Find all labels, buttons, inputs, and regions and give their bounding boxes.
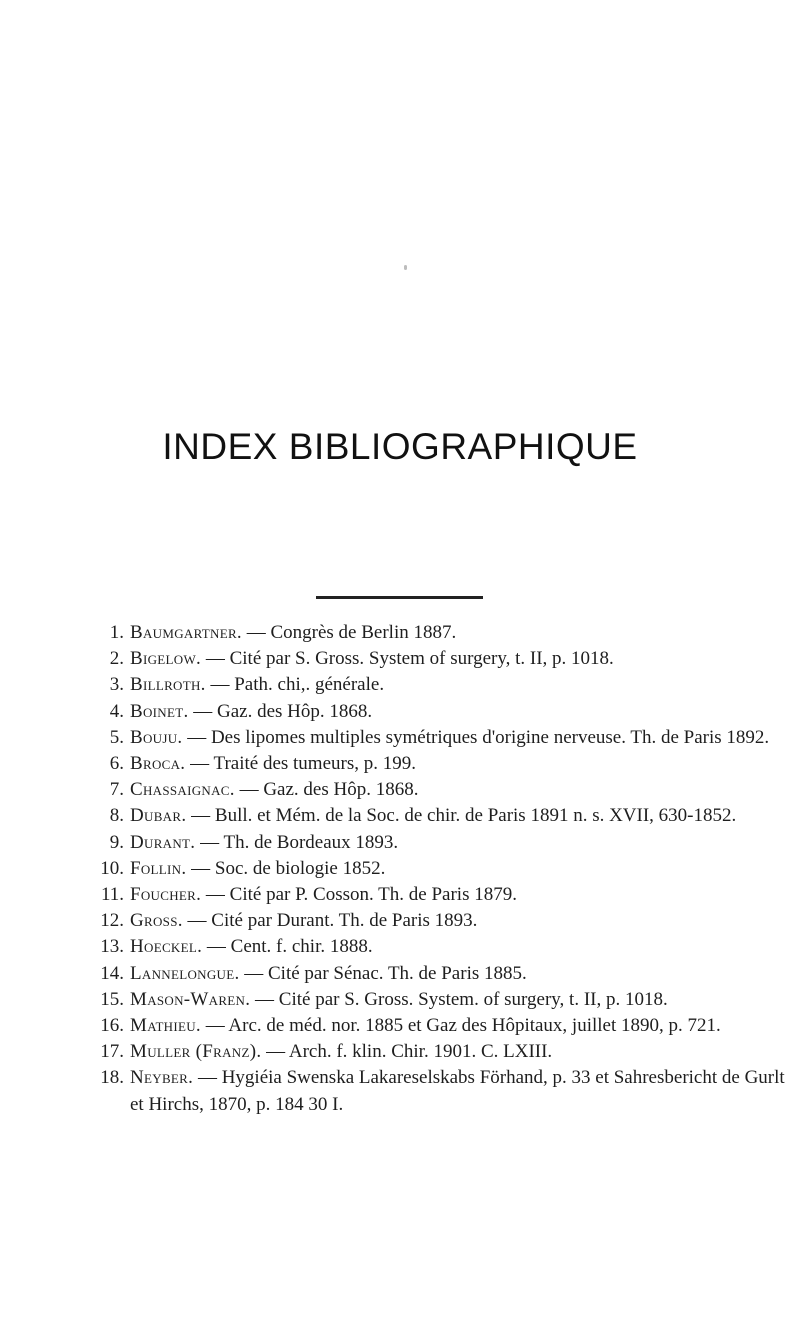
bibliography-list [90, 620, 790, 1118]
entry-author: Dubar. [130, 805, 187, 827]
bibliography-entry [90, 725, 790, 751]
entry-number: 13. [100, 936, 124, 958]
entry-number: 15. [100, 988, 124, 1010]
bibliography-entry [90, 856, 790, 882]
entry-text: — Gaz. des Hôp. 1868. [188, 700, 373, 722]
entry-number: 7. [109, 779, 124, 801]
entry-number: 1. [109, 622, 124, 643]
entry-author: Durant. [130, 831, 196, 853]
entry-number: 17. [100, 1041, 124, 1063]
entry-author: Foucher. [130, 884, 202, 906]
bibliography-entry [90, 777, 790, 803]
entry-number: 8. [109, 805, 124, 827]
entry-text: — Cité par Durant. Th. de Paris 1893. [182, 910, 478, 932]
entry-author: Neyber. [130, 1067, 194, 1089]
entry-number: 11. [100, 884, 124, 906]
ink-speck [404, 265, 407, 270]
bibliography-entry [90, 1013, 790, 1039]
entry-text: — Path. chi,. générale. [205, 674, 385, 696]
entry-text: — Des lipomes multiples symétriques d'origine nerveuse. Th. de Paris 1892. [182, 726, 770, 748]
bibliography-entry [90, 620, 790, 646]
entry-text: — Hygiéia Swenska Lakareselskabs Förhand, p. 33 et Sahresbericht de Gurlt et Hirchs, 1870, p. 184 30 I. [130, 1067, 785, 1115]
entry-number: 9. [109, 831, 124, 853]
entry-text: — Cité par S. Gross. System of surgery, t. II, p. 1018. [201, 648, 614, 670]
entry-text: — Traité des tumeurs, p. 199. [185, 753, 416, 775]
bibliography-entry [90, 751, 790, 777]
bibliography-entry [90, 1039, 790, 1065]
entry-text: — Cent. f. chir. 1888. [202, 936, 373, 958]
entry-number: 5. [109, 726, 124, 748]
entry-author: Lannelongue. [130, 962, 240, 984]
bibliography-entry [90, 987, 790, 1013]
entry-text: — Arch. f. klin. Chir. 1901. C. LXIII. [261, 1041, 553, 1063]
entry-number: 10. [100, 857, 124, 879]
bibliography-entry [90, 646, 790, 672]
entry-author: Broca. [130, 753, 186, 775]
bibliography-entry [90, 830, 790, 856]
entry-author: Baumgartner. [130, 622, 242, 643]
bibliography-entry [90, 882, 790, 908]
bibliography-entry [90, 961, 790, 987]
entry-author: Chassaignac. [130, 779, 235, 801]
entry-author: Mathieu. [130, 1015, 201, 1037]
entry-author: Muller (Franz). [130, 1041, 262, 1063]
entry-text: — Bull. et Mém. de la Soc. de chir. de Paris 1891 n. s. XVII, 630-1852. [186, 805, 737, 827]
entry-number: 4. [109, 700, 124, 722]
entry-author: Follin. [130, 857, 187, 879]
entry-text: — Cité par Sénac. Th. de Paris 1885. [239, 962, 527, 984]
entry-text: — Arc. de méd. nor. 1885 et Gaz des Hôpitaux, juillet 1890, p. 721. [200, 1015, 721, 1037]
bibliography-entry [90, 699, 790, 725]
entry-text: — Gaz. des Hôp. 1868. [234, 779, 419, 801]
title-rule [316, 596, 483, 599]
entry-author: Boinet. [130, 700, 189, 722]
entry-text: — Congrès de Berlin 1887. [241, 622, 457, 643]
entry-author: Bouju. [130, 726, 183, 748]
entry-author: Mason-Waren. [130, 988, 251, 1010]
bibliography-entry [90, 908, 790, 934]
entry-number: 6. [109, 753, 124, 775]
entry-text: — Soc. de biologie 1852. [186, 857, 386, 879]
bibliography-entry [90, 672, 790, 698]
entry-number: 18. [100, 1067, 124, 1089]
entry-number: 2. [109, 648, 124, 670]
bibliography-entry [90, 1065, 790, 1117]
entry-author: Hoeckel. [130, 936, 203, 958]
entry-number: 12. [100, 910, 124, 932]
entry-author: Billroth. [130, 674, 206, 696]
entry-number: 3. [109, 674, 124, 696]
entry-author: Gross. [130, 910, 183, 932]
bibliography-entry [90, 803, 790, 829]
bibliography-entry [90, 934, 790, 960]
entry-text: — Cité par P. Cosson. Th. de Paris 1879. [201, 884, 517, 906]
entry-author: Bigelow. [130, 648, 202, 670]
entry-text: — Cité par S. Gross. System. of surgery, t. II, p. 1018. [250, 988, 668, 1010]
entry-number: 16. [100, 1015, 124, 1037]
entry-text: — Th. de Bordeaux 1893. [195, 831, 399, 853]
page-title: INDEX BIBLIOGRAPHIQUE [162, 426, 638, 467]
entry-number: 14. [100, 962, 124, 984]
